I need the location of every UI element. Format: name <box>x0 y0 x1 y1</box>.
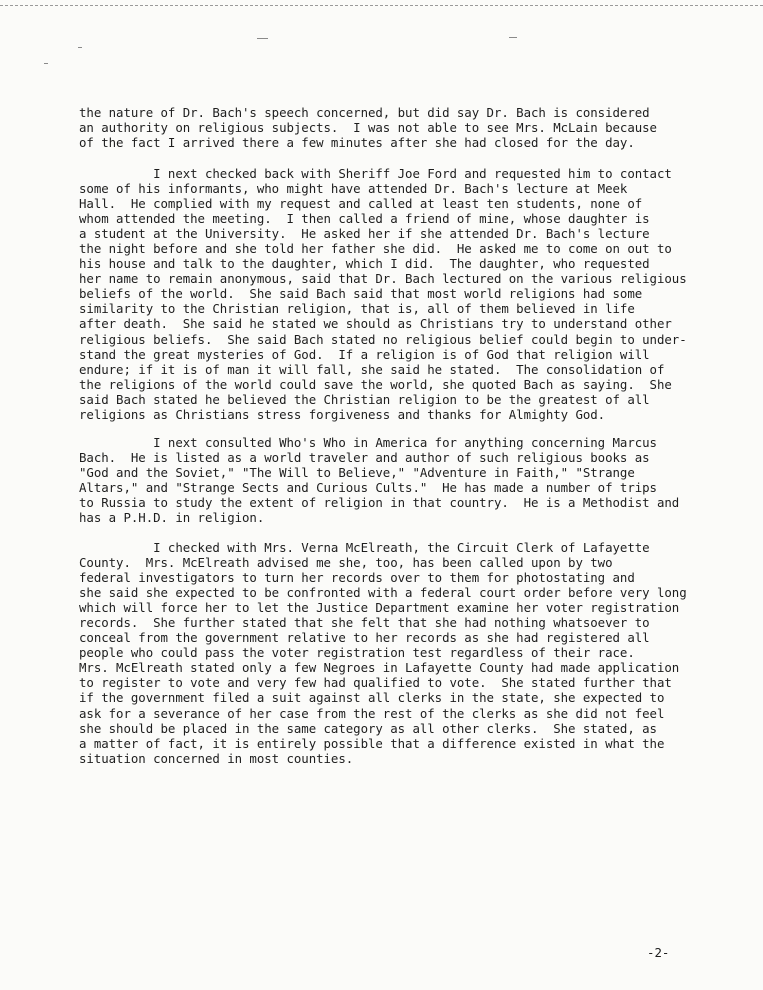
text-line: some of his informants, who might have attended Dr. Bach's lecture at Meek <box>79 181 628 197</box>
text-line: whom attended the meeting. I then called a friend of mine, whose daughter is <box>79 211 650 227</box>
text-line: a student at the University. He asked her if she attended Dr. Bach's lecture <box>79 226 650 242</box>
text-line: her name to remain anonymous, said that Dr. Bach lectured on the various religious <box>79 271 687 287</box>
text-line: a matter of fact, it is entirely possible that a difference existed in what the <box>79 735 665 751</box>
text-line: the night before and she told her father she did. He asked me to come on out to <box>79 241 672 257</box>
paragraph <box>79 105 699 150</box>
text-line: after death. She said he stated we should as Christians try to understand other <box>79 316 672 332</box>
text-line: which will force her to let the Justice Department examine her voter registration <box>79 600 680 616</box>
text-line: said Bach stated he believed the Christian religion to be the greatest of all <box>79 391 650 407</box>
text-line: I next consulted Who's Who in America for anything concerning Marcus <box>79 435 657 450</box>
text-line: situation concerned in most counties. <box>79 750 354 766</box>
scan-speck <box>44 63 48 64</box>
text-line: stand the great mysteries of God. If a religion is of God that religion will <box>79 346 650 362</box>
text-line: an authority on religious subjects. I was not able to see Mrs. McLain because <box>79 120 657 136</box>
text-line: federal investigators to turn her records over to them for photostating and <box>79 570 635 586</box>
text-line: records. She further stated that she felt that she had nothing whatsoever to <box>79 615 650 631</box>
text-line: Hall. He complied with my request and called at least ten students, none of <box>79 196 643 212</box>
scan-speck <box>78 47 82 48</box>
text-line: she should be placed in the same category as all other clerks. She stated, as <box>79 720 657 736</box>
text-line: Bach. He is listed as a world traveler and author of such religious books as <box>79 450 650 466</box>
text-line: the nature of Dr. Bach's speech concerned, but did say Dr. Bach is considered <box>79 105 650 120</box>
text-line: similarity to the Christian religion, that is, all of them believed in life <box>79 301 635 317</box>
scan-speck <box>257 38 268 39</box>
text-line: Mrs. McElreath stated only a few Negroes in Lafayette County had made application <box>79 660 680 676</box>
text-line: religious beliefs. She said Bach stated no religious belief could begin to under- <box>79 331 687 347</box>
top-edge-rule <box>0 5 763 6</box>
text-line: has a P.H.D. in religion. <box>79 510 265 526</box>
text-line: I checked with Mrs. Verna McElreath, the Circuit Clerk of Lafayette <box>79 540 650 555</box>
paragraph <box>79 540 699 766</box>
text-line: if the government filed a suit against all clerks in the state, she expected to <box>79 690 665 706</box>
paragraph <box>79 435 699 525</box>
paragraph <box>79 166 699 422</box>
text-line: beliefs of the world. She said Bach said that most world religions had some <box>79 286 643 302</box>
text-line: Altars," and "Strange Sects and Curious Cults." He has made a number of trips <box>79 480 657 496</box>
text-line: the religions of the world could save the world, she quoted Bach as saying. She <box>79 376 672 392</box>
page-number: -2- <box>647 945 670 960</box>
text-line: to register to vote and very few had qualified to vote. She stated further that <box>79 675 672 691</box>
text-line: County. Mrs. McElreath advised me she, too, has been called upon by two <box>79 555 613 571</box>
text-line: she said she expected to be confronted with a federal court order before very long <box>79 585 687 601</box>
text-line: endure; if it is of man it will fall, she said he stated. The consolidation of <box>79 361 665 377</box>
text-line: ask for a severance of her case from the rest of the clerks as she did not feel <box>79 705 665 721</box>
text-line: his house and talk to the daughter, which I did. The daughter, who requested <box>79 256 650 272</box>
text-line: to Russia to study the extent of religion in that country. He is a Methodist and <box>79 495 680 511</box>
text-line: religions as Christians stress forgiveness and thanks for Almighty God. <box>79 406 606 422</box>
text-line: people who could pass the voter registration test regardless of their race. <box>79 645 635 661</box>
text-line: conceal from the government relative to her records as she had registered all <box>79 630 650 646</box>
text-line: I next checked back with Sheriff Joe Ford and requested him to contact <box>79 166 672 181</box>
scan-speck <box>509 37 517 38</box>
text-line: of the fact I arrived there a few minutes after she had closed for the day. <box>79 135 635 151</box>
text-line: "God and the Soviet," "The Will to Believe," "Adventure in Faith," "Strange <box>79 465 635 481</box>
